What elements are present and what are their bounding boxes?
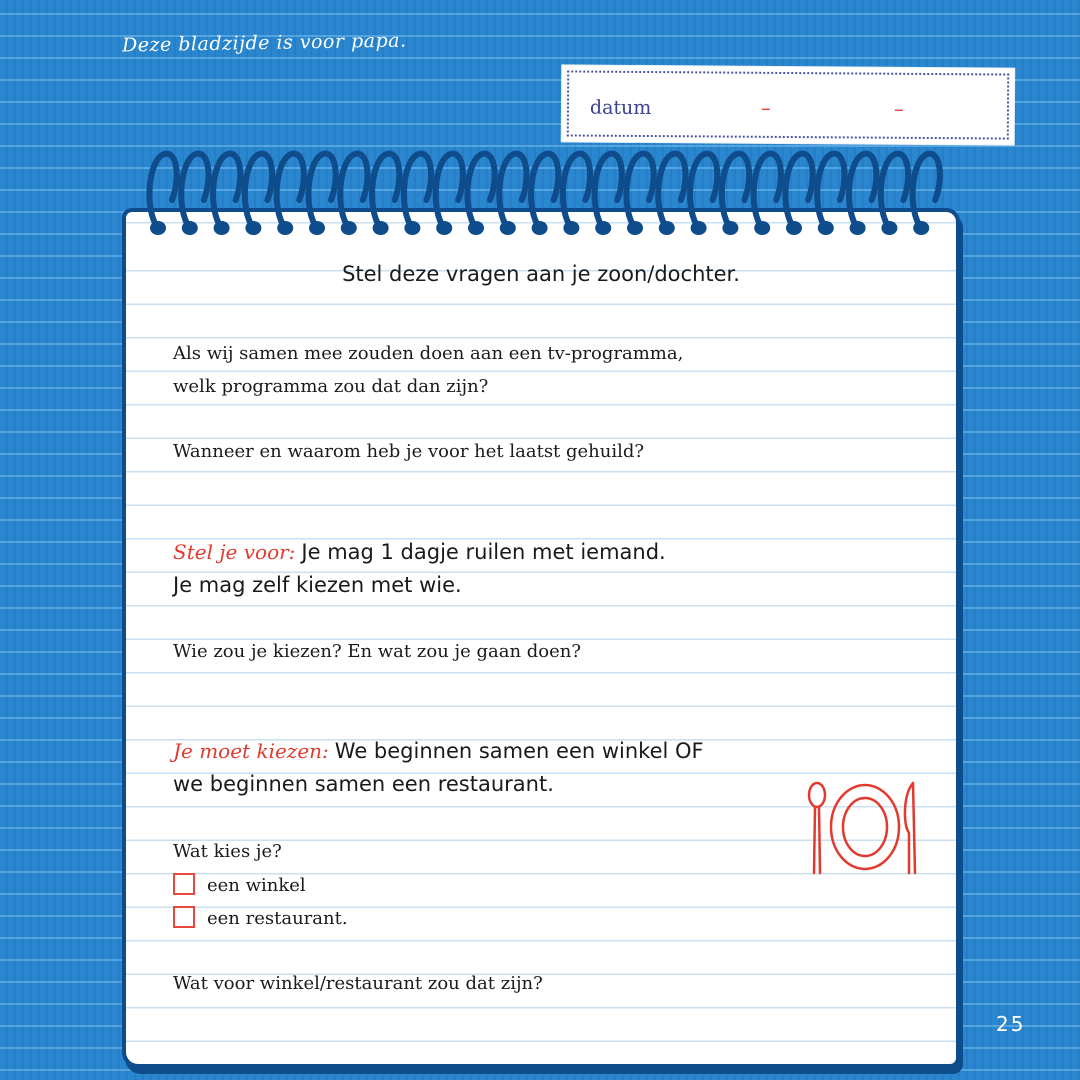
spiral-binding-icon bbox=[130, 140, 960, 250]
question-who: Wie zou je kiezen? En wat zou je gaan doen? bbox=[173, 641, 582, 662]
binding-ring bbox=[181, 154, 208, 228]
binding-hole bbox=[309, 221, 325, 235]
binding-ring bbox=[563, 154, 590, 228]
imagine-line-1 bbox=[173, 540, 666, 564]
date-box-border bbox=[567, 70, 1009, 139]
binding-ring bbox=[404, 154, 431, 228]
binding-ring bbox=[213, 154, 240, 228]
binding-hole bbox=[468, 221, 484, 235]
binding-ring bbox=[722, 154, 749, 228]
binding-hole bbox=[754, 221, 770, 235]
binding-hole bbox=[277, 221, 293, 235]
binding-ring bbox=[277, 154, 304, 228]
binding-ring bbox=[754, 154, 781, 228]
binding-ring bbox=[308, 154, 335, 228]
binding-ring bbox=[817, 154, 844, 228]
binding-hole bbox=[850, 221, 866, 235]
date-separator-2: – bbox=[893, 96, 905, 121]
binding-ring bbox=[595, 154, 622, 228]
binding-ring bbox=[913, 154, 940, 228]
binding-ring bbox=[690, 154, 717, 228]
binding-ring bbox=[531, 154, 558, 228]
binding-ring bbox=[245, 154, 272, 228]
binding-hole bbox=[532, 221, 548, 235]
option-winkel[interactable] bbox=[173, 873, 306, 896]
binding-hole bbox=[245, 221, 261, 235]
question-choice: Wat kies je? bbox=[173, 841, 282, 862]
page-number: 25 bbox=[996, 1012, 1026, 1036]
binding-hole bbox=[691, 221, 707, 235]
binding-ring bbox=[499, 154, 526, 228]
date-box bbox=[562, 65, 1015, 144]
option-restaurant[interactable] bbox=[173, 906, 348, 929]
choose-text: We beginnen samen een winkel OF bbox=[334, 739, 704, 763]
binding-hole bbox=[341, 221, 357, 235]
binding-hole bbox=[436, 221, 452, 235]
date-label: datum bbox=[589, 96, 652, 120]
option-restaurant-label: een restaurant. bbox=[207, 908, 348, 929]
binding-hole bbox=[595, 221, 611, 235]
binding-hole bbox=[373, 221, 389, 235]
question-tv-line-2: welk programma zou dat dan zijn? bbox=[173, 376, 489, 397]
binding-hole bbox=[818, 221, 834, 235]
binding-hole bbox=[913, 221, 929, 235]
binding-ring bbox=[372, 154, 399, 228]
binding-hole bbox=[722, 221, 738, 235]
header-note: Deze bladzijde is voor papa. bbox=[121, 29, 407, 57]
binding-hole bbox=[404, 221, 420, 235]
binding-hole bbox=[881, 221, 897, 235]
binding-ring bbox=[881, 154, 908, 228]
binding-ring bbox=[785, 154, 812, 228]
question-tv-line-1: Als wij samen mee zouden doen aan een tv-programma, bbox=[173, 343, 684, 364]
binding-hole bbox=[500, 221, 516, 235]
binding-ring bbox=[436, 154, 463, 228]
date-separator-1: – bbox=[760, 95, 772, 120]
question-what-kind: Wat voor winkel/restaurant zou dat zijn? bbox=[173, 973, 543, 994]
checkbox-winkel[interactable] bbox=[173, 873, 195, 895]
notebook-page bbox=[122, 208, 960, 1068]
plate-with-cutlery-icon bbox=[805, 775, 925, 880]
instruction-text: Stel deze vragen aan je zoon/dochter. bbox=[342, 262, 740, 286]
question-cried: Wanneer en waarom heb je voor het laatst gehuild? bbox=[173, 441, 645, 462]
choose-line-1 bbox=[173, 739, 704, 763]
binding-hole bbox=[563, 221, 579, 235]
option-winkel-label: een winkel bbox=[207, 875, 306, 896]
imagine-lead: Stel je voor: bbox=[173, 540, 296, 564]
binding-ring bbox=[467, 154, 494, 228]
binding-ring bbox=[626, 154, 653, 228]
choose-line-2: we beginnen samen een restaurant. bbox=[173, 772, 554, 796]
imagine-text: Je mag 1 dagje ruilen met iemand. bbox=[301, 540, 666, 564]
binding-hole bbox=[214, 221, 230, 235]
binding-hole bbox=[659, 221, 675, 235]
binding-ring bbox=[149, 154, 176, 228]
binding-hole bbox=[182, 221, 198, 235]
binding-ring bbox=[658, 154, 685, 228]
binding-ring bbox=[849, 154, 876, 228]
binding-ring bbox=[340, 154, 367, 228]
choose-lead: Je moet kiezen: bbox=[173, 739, 329, 763]
binding-hole bbox=[627, 221, 643, 235]
checkbox-restaurant[interactable] bbox=[173, 906, 195, 928]
binding-hole bbox=[786, 221, 802, 235]
binding-hole bbox=[150, 221, 166, 235]
imagine-line-2: Je mag zelf kiezen met wie. bbox=[173, 573, 462, 597]
